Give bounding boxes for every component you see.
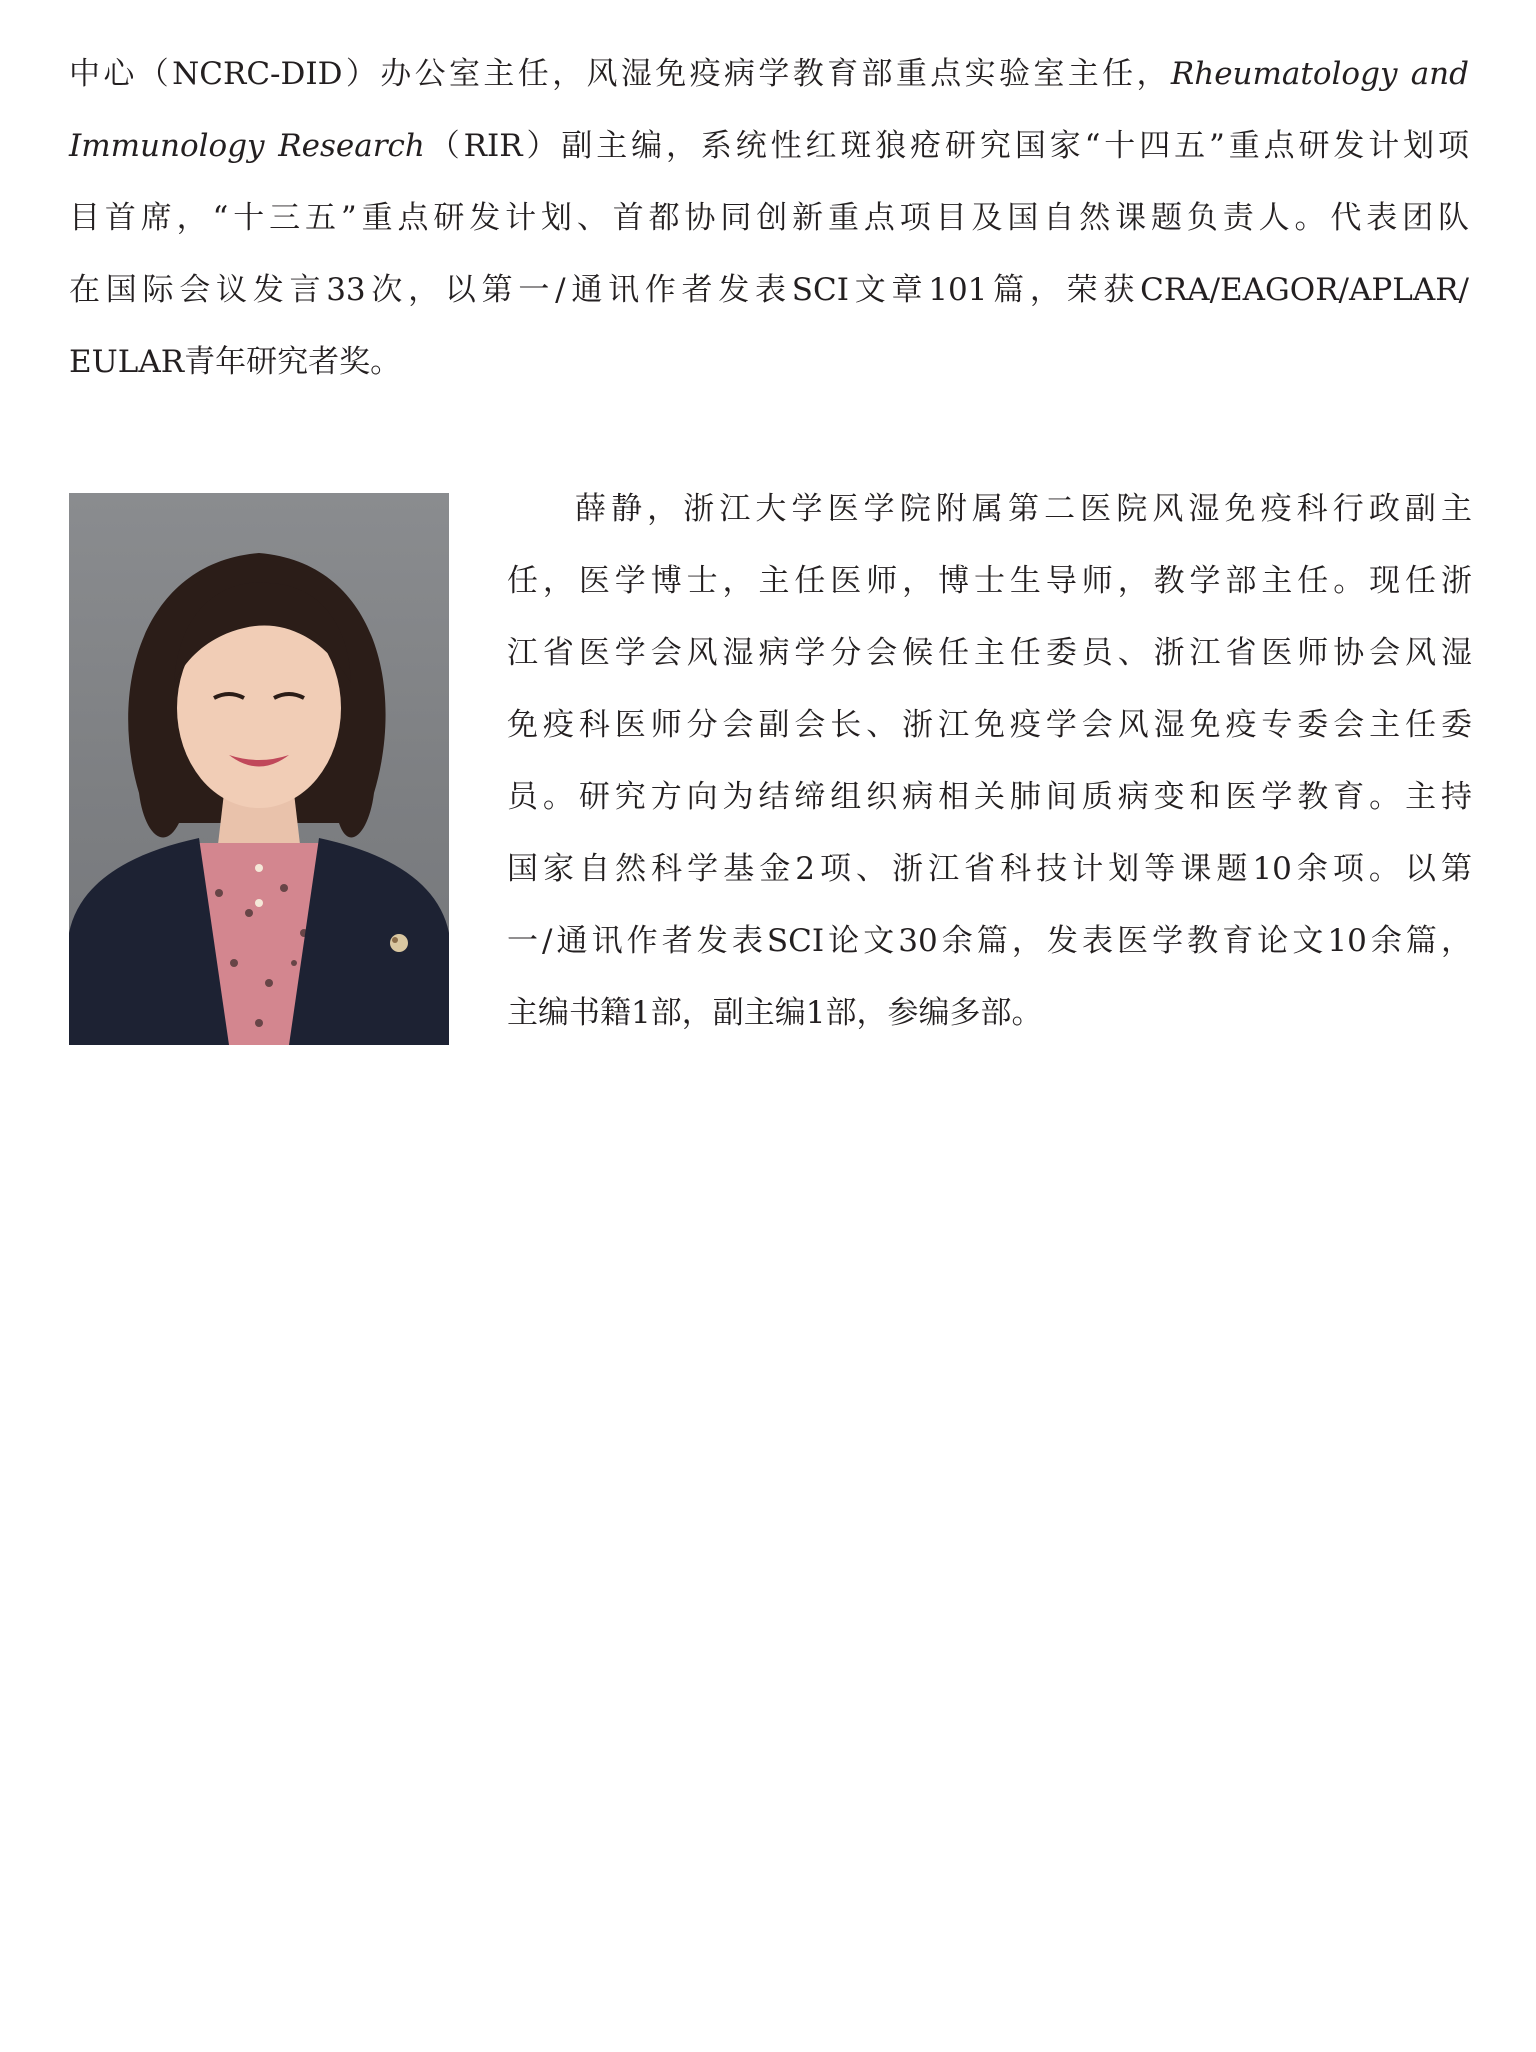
bio-line-6: 国家自然科学基金2项、浙江省科技计划等课题10余项。以第 — [507, 851, 1472, 887]
bio-line-8: 主编书籍1部，副主编1部，参编多部。 — [507, 995, 1043, 1031]
intro-line-5: EULAR青年研究者奖。 — [69, 344, 402, 380]
intro-line-2: Immunology Research（RIR）副主编，系统性红斑狼疮研究国家“十四五”重点研发计划项 — [69, 128, 1469, 164]
portrait-illustration — [69, 493, 449, 1045]
journal-name-part2: Immunology Research — [69, 128, 425, 164]
intro-line-4: 在国际会议发言33次，以第一/通讯作者发表SCI文章101篇，荣获CRA/EAGOR/APLAR/ — [69, 272, 1469, 308]
profile-photo — [69, 493, 449, 1045]
intro-line-1: 中心（NCRC-DID）办公室主任，风湿免疫病学教育部重点实验室主任，Rheumatology and — [69, 56, 1469, 92]
bio-line-1: 薛静，浙江大学医学院附属第二医院风湿免疫科行政副主 — [575, 491, 1472, 527]
intro-line-3: 目首席，“十三五”重点研发计划、首都协同创新重点项目及国自然课题负责人。代表团队 — [69, 200, 1469, 236]
bio-line-5: 员。研究方向为结缔组织病相关肺间质病变和医学教育。主持 — [507, 779, 1472, 815]
bio-line-2: 任，医学博士，主任医师，博士生导师，教学部主任。现任浙 — [507, 563, 1472, 599]
intro-paragraph — [69, 38, 1469, 398]
bio-text — [507, 473, 1472, 1049]
journal-name-part1: Rheumatology and — [1170, 56, 1469, 92]
bio-line-4: 免疫科医师分会副会长、浙江免疫学会风湿免疫专委会主任委 — [507, 707, 1472, 743]
bio-line-3: 江省医学会风湿病学分会候任主任委员、浙江省医师协会风湿 — [507, 635, 1472, 671]
bio-line-7: 一/通讯作者发表SCI论文30余篇，发表医学教育论文10余篇， — [507, 923, 1472, 959]
